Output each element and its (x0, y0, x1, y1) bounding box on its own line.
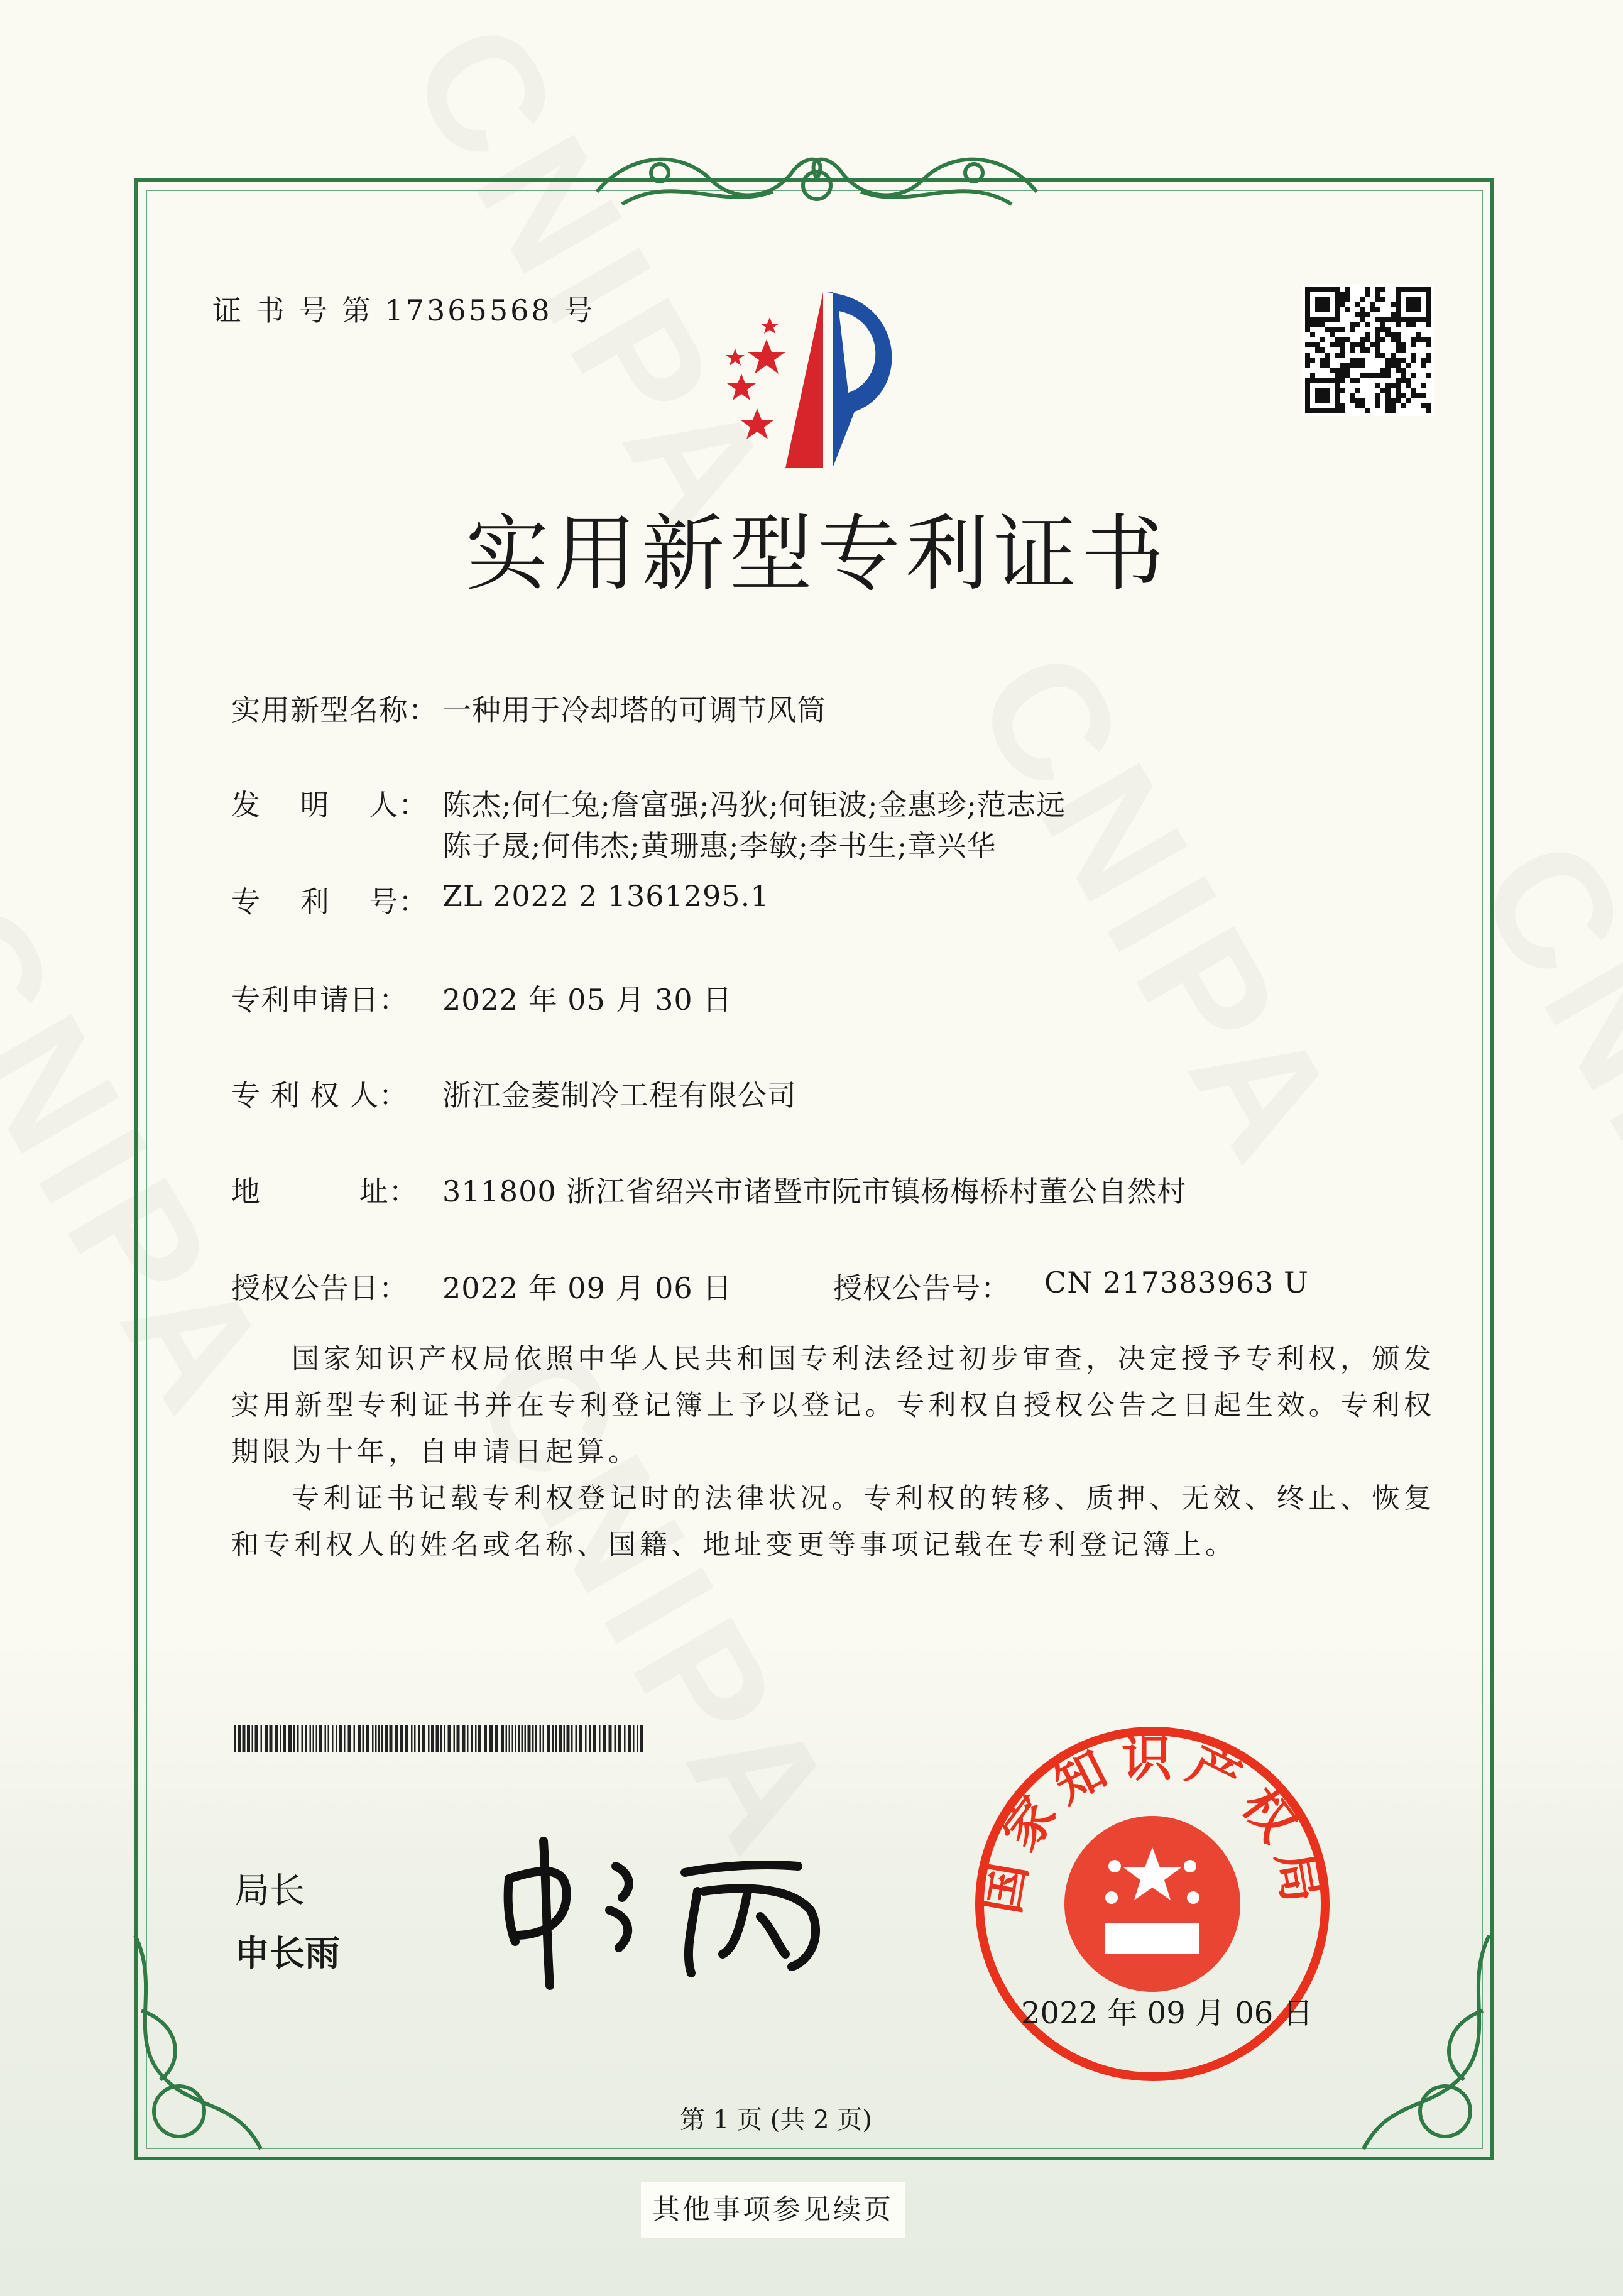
filing-date-label: 专利申请日： (231, 983, 408, 1017)
seal-text: 国家知识产权局 (971, 1729, 1334, 1918)
name-label: 实用新型名称： (231, 693, 438, 727)
filing-date-value: 2022 年 05 月 30 日 (442, 983, 733, 1017)
top-ornament (584, 135, 1049, 223)
barcode (234, 1725, 646, 1752)
patent-no-label: 专 利 号： (231, 885, 429, 919)
grant-no-value: CN 217383963 U (1044, 1266, 1309, 1299)
patent-no-value: ZL 2022 2 1361295.1 (442, 879, 770, 913)
name-value: 一种用于冷却塔的可调节风筒 (442, 693, 826, 727)
signatory-name: 申长雨 (234, 1933, 340, 1974)
inventor-label: 发 明 人： (231, 788, 429, 822)
grant-no-label: 授权公告号： (833, 1271, 1010, 1305)
patentee-label: 专 利 权 人： (231, 1078, 408, 1112)
address-value: 311800 浙江省绍兴市诸暨市阮市镇杨梅桥村董公自然村 (442, 1174, 1187, 1208)
inventor-line1: 陈杰;何仁兔;詹富强;冯狄;何钜波;金惠珍;范志远 (442, 788, 1066, 822)
seal-date: 2022 年 09 月 06 日 (1021, 1996, 1313, 2031)
paragraph: 专利证书记载专利权登记时的法律状况。专利权的转移、质押、无效、终止、恢复和专利权人的姓名或名称、国籍、地址变更等事项记载在专利登记簿上。 (231, 1482, 1435, 1561)
page-indicator: 第 1 页 (共 2 页) (680, 2106, 872, 2135)
grant-date-value: 2022 年 09 月 06 日 (442, 1271, 733, 1305)
inventor-line2: 陈子晟;何伟杰;黄珊惠;李敏;李书生;章兴华 (442, 829, 997, 863)
qr-code[interactable] (1302, 284, 1434, 416)
signatory-title: 局长 (234, 1871, 305, 1911)
corner-ornament-right (1338, 1935, 1502, 2174)
certificate-number: 证 书 号 第 17365568 号 (212, 293, 596, 327)
address-label: 地 址： (231, 1174, 418, 1208)
page-title: 实用新型专利证书 (466, 506, 1169, 603)
grant-date-label: 授权公告日： (231, 1271, 408, 1305)
paragraph: 国家知识产权局依照中华人民共和国专利法经过初步审查，决定授予专利权，颁发实用新型专利证书并在专利登记簿上予以登记。专利权自授权公告之日起生效。专利权期限为十年，自申请日起算。 (231, 1343, 1435, 1468)
continuation-note: 其他事项参见续页 (641, 2182, 905, 2238)
patentee-value: 浙江金菱制冷工程有限公司 (442, 1078, 797, 1112)
signature (496, 1829, 836, 1992)
cnipa-logo (697, 286, 936, 474)
legal-text (231, 1336, 1435, 1568)
